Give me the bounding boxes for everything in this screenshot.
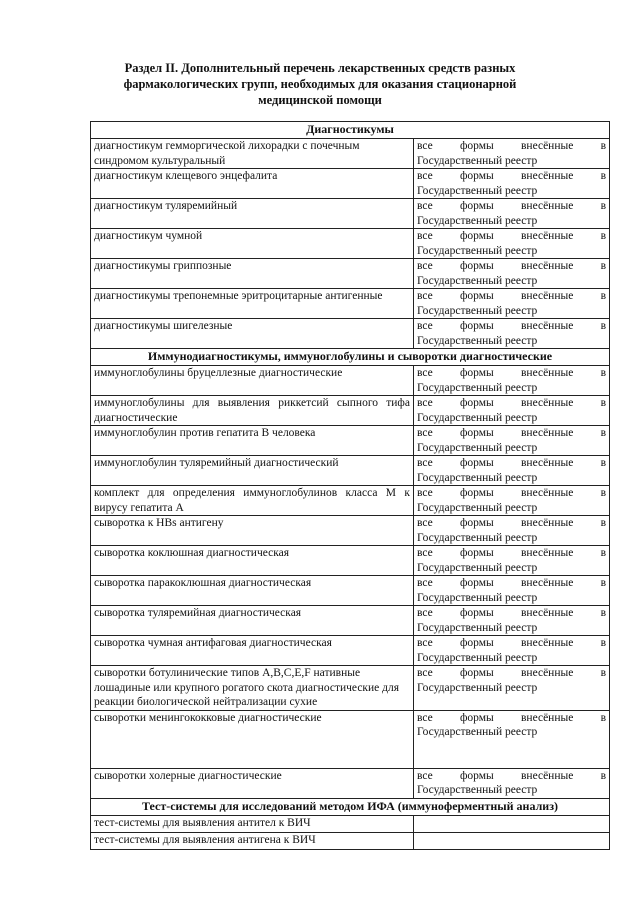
status-continuation: Государственный реестр <box>417 184 538 197</box>
forms-status-cell <box>414 396 610 426</box>
status-word: в <box>600 290 607 302</box>
table-row <box>91 259 610 289</box>
status-word: в <box>600 769 607 782</box>
table-row <box>91 832 610 849</box>
status-line <box>417 666 606 681</box>
status-word: в <box>600 427 607 439</box>
status-word: все <box>417 230 433 242</box>
title-line: Раздел II. Дополнительный перечень лекарственных средств разных <box>124 61 516 75</box>
table-row <box>91 426 610 456</box>
medicine-name-cell: иммуноглобулины для выявления риккетсий сыпного тифа диагностические <box>91 396 414 426</box>
status-line <box>417 636 606 651</box>
status-continuation: Государственный реестр <box>417 304 538 317</box>
status-word: формы <box>459 667 494 679</box>
status-continuation: Государственный реестр <box>417 561 538 574</box>
status-word: все <box>417 367 433 379</box>
status-word: формы <box>459 367 494 379</box>
section-heading: Диагностикумы <box>91 122 610 139</box>
forms-status-cell <box>414 710 610 768</box>
status-word: в <box>600 637 607 649</box>
status-continuation: Государственный реестр <box>417 621 538 634</box>
forms-status-cell <box>414 259 610 289</box>
forms-status-cell <box>414 289 610 319</box>
status-word: в <box>600 577 607 589</box>
status-word: в <box>600 487 607 499</box>
status-word: внесённые <box>521 140 574 152</box>
status-word: внесённые <box>521 517 574 529</box>
status-line <box>417 319 606 334</box>
status-word: в <box>600 711 607 724</box>
status-word: в <box>600 517 607 529</box>
table-row <box>91 666 610 711</box>
status-continuation: Государственный реестр <box>417 154 538 167</box>
table-row <box>91 516 610 546</box>
forms-status-cell <box>414 815 610 832</box>
status-line <box>417 606 606 621</box>
status-word: формы <box>459 200 494 212</box>
forms-status-cell <box>414 456 610 486</box>
section-heading-row <box>91 349 610 366</box>
table-row <box>91 815 610 832</box>
status-word: внесённые <box>521 667 574 679</box>
forms-status-cell <box>414 229 610 259</box>
status-line <box>417 139 606 154</box>
medicine-name-cell: иммуноглобулин против гепатита В человека <box>91 426 414 456</box>
medicine-name-cell: диагностикумы трепонемные эритроцитарные антигенные <box>91 289 414 319</box>
medicine-name-cell: диагностикум туляремийный <box>91 199 414 229</box>
forms-status-cell <box>414 139 610 169</box>
status-continuation: Государственный реестр <box>417 591 538 604</box>
medicine-name-cell: сыворотки менингококковые диагностические <box>91 710 414 768</box>
status-line <box>417 546 606 561</box>
status-word: формы <box>459 457 494 469</box>
table-row <box>91 546 610 576</box>
forms-status-cell <box>414 832 610 849</box>
status-word: в <box>600 397 607 409</box>
status-continuation: Государственный реестр <box>417 441 538 454</box>
medicine-name-cell: сыворотка чумная антифаговая диагностическая <box>91 636 414 666</box>
table-row <box>91 169 610 199</box>
status-continuation: Государственный реестр <box>417 381 538 394</box>
status-word: в <box>600 667 607 679</box>
status-word: формы <box>459 140 494 152</box>
status-word: все <box>417 711 433 724</box>
status-word: внесённые <box>521 427 574 439</box>
forms-status-cell <box>414 768 610 798</box>
status-word: все <box>417 140 433 152</box>
section-heading: Тест-системы для исследований методом ИФА (иммуноферментный анализ) <box>91 798 610 815</box>
status-word: формы <box>459 517 494 529</box>
status-word: формы <box>459 230 494 242</box>
status-word: в <box>600 547 607 559</box>
table-row <box>91 768 610 798</box>
status-word: внесённые <box>521 487 574 499</box>
status-word: формы <box>459 769 494 782</box>
section-heading-row <box>91 798 610 815</box>
medicine-name-cell: тест-системы для выявления антигена к ВИЧ <box>91 832 414 849</box>
table-row <box>91 319 610 349</box>
section-heading-row <box>91 122 610 139</box>
status-word: в <box>600 607 607 619</box>
forms-status-cell <box>414 426 610 456</box>
medicine-name-cell: иммуноглобулин туляремийный диагностический <box>91 456 414 486</box>
table-row <box>91 139 610 169</box>
status-continuation: Государственный реестр <box>417 471 538 484</box>
status-word: в <box>600 457 607 469</box>
status-continuation: Государственный реестр <box>417 411 538 424</box>
status-continuation: Государственный реестр <box>417 681 538 694</box>
forms-status-cell <box>414 516 610 546</box>
forms-status-cell <box>414 169 610 199</box>
forms-status-cell <box>414 199 610 229</box>
status-word: формы <box>459 290 494 302</box>
status-word: все <box>417 170 433 182</box>
status-continuation: Государственный реестр <box>417 726 538 738</box>
medicine-name-cell: сыворотка коклюшная диагностическая <box>91 546 414 576</box>
forms-status-cell <box>414 636 610 666</box>
table-row <box>91 289 610 319</box>
forms-status-cell <box>414 606 610 636</box>
status-line <box>417 366 606 381</box>
status-word: все <box>417 547 433 559</box>
status-continuation: Государственный реестр <box>417 334 538 347</box>
status-word: в <box>600 320 607 332</box>
status-word: в <box>600 260 607 272</box>
status-line <box>417 486 606 501</box>
status-word: все <box>417 487 433 499</box>
status-word: в <box>600 140 607 152</box>
status-word: все <box>417 200 433 212</box>
status-line <box>417 516 606 531</box>
medicine-name-cell: иммуноглобулины бруцеллезные диагностические <box>91 366 414 396</box>
status-line <box>417 396 606 411</box>
medicine-name-cell: диагностикум клещевого энцефалита <box>91 169 414 199</box>
table-row <box>91 396 610 426</box>
status-continuation: Государственный реестр <box>417 214 538 227</box>
status-word: формы <box>459 711 494 724</box>
table-row <box>91 366 610 396</box>
status-word: в <box>600 200 607 212</box>
status-line <box>417 169 606 184</box>
status-word: все <box>417 457 433 469</box>
table-row <box>91 606 610 636</box>
status-word: формы <box>459 397 494 409</box>
status-word: все <box>417 397 433 409</box>
status-line <box>417 769 606 784</box>
status-line <box>417 289 606 304</box>
status-word: все <box>417 577 433 589</box>
status-word: формы <box>459 607 494 619</box>
status-line <box>417 576 606 591</box>
status-word: все <box>417 320 433 332</box>
status-continuation: Государственный реестр <box>417 531 538 544</box>
forms-status-cell <box>414 486 610 516</box>
medicine-name-cell: диагностикумы шигелезные <box>91 319 414 349</box>
status-word: внесённые <box>521 320 574 332</box>
status-word: все <box>417 260 433 272</box>
medicines-table <box>90 121 610 850</box>
forms-status-cell <box>414 546 610 576</box>
status-line <box>417 259 606 274</box>
status-word: формы <box>459 637 494 649</box>
status-word: внесённые <box>521 607 574 619</box>
status-word: в <box>600 367 607 379</box>
medicine-name-cell: диагностикум гемморгической лихорадки с почечным синдромом культуральный <box>91 139 414 169</box>
medicine-name-cell: диагностикум чумной <box>91 229 414 259</box>
status-word: формы <box>459 577 494 589</box>
status-word: внесённые <box>521 230 574 242</box>
status-line <box>417 456 606 471</box>
status-word: внесённые <box>521 260 574 272</box>
table-row <box>91 199 610 229</box>
status-word: все <box>417 769 433 782</box>
forms-status-cell <box>414 366 610 396</box>
forms-status-cell <box>414 576 610 606</box>
title-line: медицинской помощи <box>258 93 382 107</box>
status-word: внесённые <box>521 547 574 559</box>
medicine-name-cell: сыворотки ботулинические типов А,В,С,Е,F нативные лошадиные или крупного рогатого скота диагностические для реакции биологической нейтрализации сухие <box>91 666 414 711</box>
status-word: внесённые <box>521 397 574 409</box>
status-line <box>417 199 606 214</box>
status-word: все <box>417 637 433 649</box>
medicine-name-cell: тест-системы для выявления антител к ВИЧ <box>91 815 414 832</box>
status-line <box>417 426 606 441</box>
status-word: формы <box>459 260 494 272</box>
table-row <box>91 636 610 666</box>
status-continuation: Государственный реестр <box>417 651 538 664</box>
status-word: внесённые <box>521 637 574 649</box>
medicine-name-cell: комплект для определения иммуноглобулинов класса М к вирусу гепатита А <box>91 486 414 516</box>
section-title <box>120 60 520 108</box>
forms-status-cell <box>414 666 610 711</box>
status-word: внесённые <box>521 577 574 589</box>
medicine-name-cell: сыворотка к HBs антигену <box>91 516 414 546</box>
status-word: все <box>417 427 433 439</box>
status-word: внесённые <box>521 290 574 302</box>
status-continuation: Государственный реестр <box>417 501 538 514</box>
status-word: формы <box>459 170 494 182</box>
status-word: внесённые <box>521 170 574 182</box>
table-row <box>91 576 610 606</box>
status-word: внесённые <box>521 457 574 469</box>
medicine-name-cell: диагностикумы гриппозные <box>91 259 414 289</box>
status-word: внесённые <box>521 200 574 212</box>
status-word: все <box>417 667 433 679</box>
table-row <box>91 456 610 486</box>
forms-status-cell <box>414 319 610 349</box>
status-continuation: Государственный реестр <box>417 784 538 796</box>
status-line <box>417 711 606 726</box>
status-word: все <box>417 290 433 302</box>
status-word: внесённые <box>521 367 574 379</box>
section-heading: Иммунодиагностикумы, иммуноглобулины и сыворотки диагностические <box>91 349 610 366</box>
table-row <box>91 710 610 768</box>
status-word: внесённые <box>521 769 574 782</box>
table-row <box>91 229 610 259</box>
status-word: формы <box>459 427 494 439</box>
medicine-name-cell: сыворотка туляремийная диагностическая <box>91 606 414 636</box>
medicine-name-cell: сыворотки холерные диагностические <box>91 768 414 798</box>
medicine-name-cell: сыворотка паракоклюшная диагностическая <box>91 576 414 606</box>
status-word: формы <box>459 320 494 332</box>
status-continuation: Государственный реестр <box>417 244 538 257</box>
status-word: формы <box>459 487 494 499</box>
status-word: все <box>417 607 433 619</box>
status-word: в <box>600 230 607 242</box>
status-line <box>417 229 606 244</box>
title-line: фармакологических групп, необходимых для оказания стационарной <box>123 77 517 91</box>
status-word: в <box>600 170 607 182</box>
status-continuation: Государственный реестр <box>417 274 538 287</box>
status-word: формы <box>459 547 494 559</box>
status-word: внесённые <box>521 711 574 724</box>
table-row <box>91 486 610 516</box>
status-word: все <box>417 517 433 529</box>
